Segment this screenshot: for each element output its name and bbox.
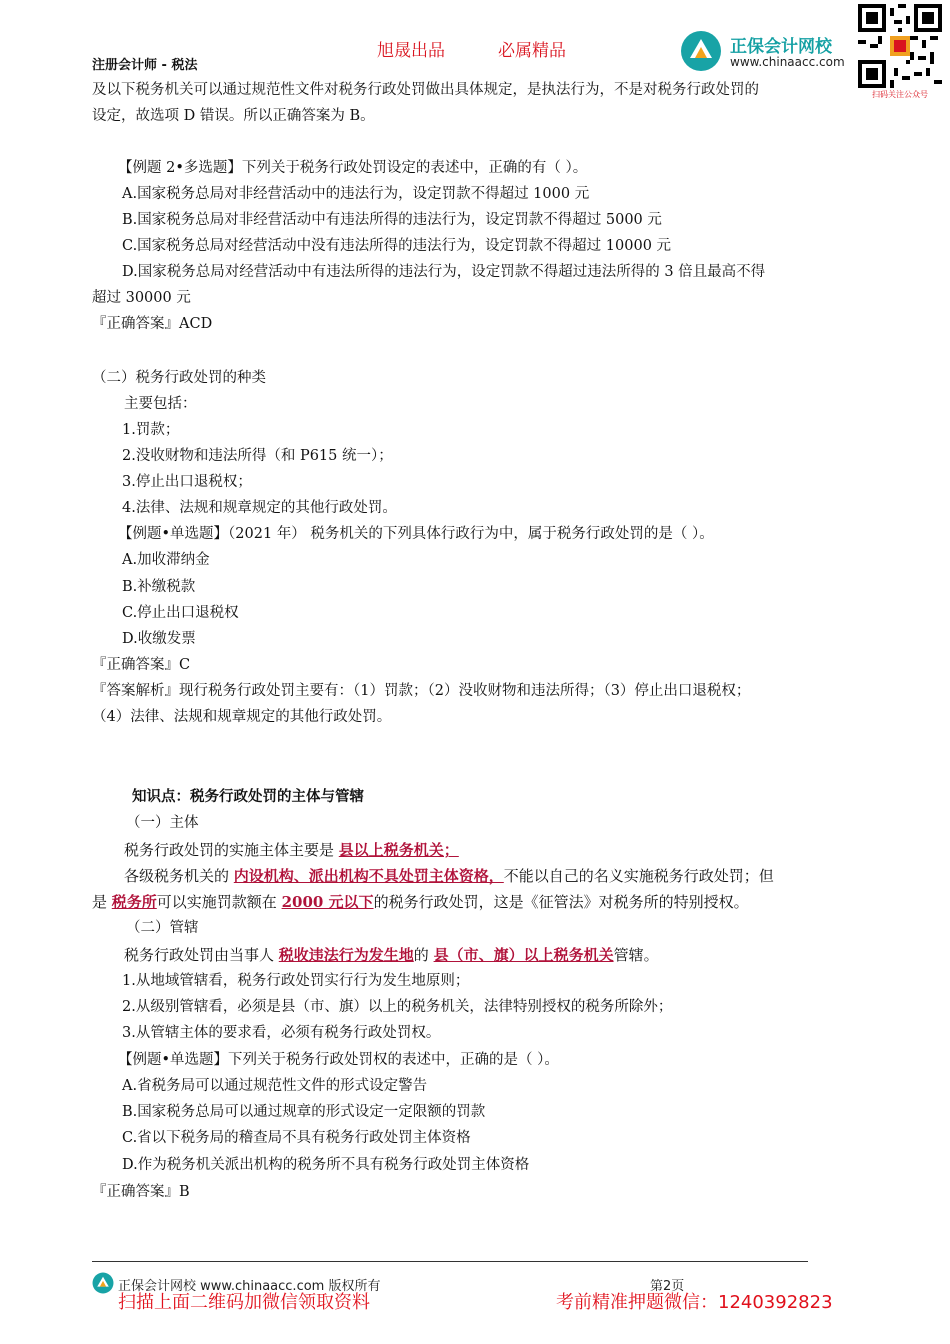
section-title: （二）税务行政处罚的种类 — [92, 370, 266, 386]
option-c: C.停止出口退税权 — [122, 605, 239, 621]
footer-copyright: 正保会计网校 www.chinaacc.com 版权所有 — [118, 1279, 381, 1294]
option-a: A.省税务局可以通过规范性文件的形式设定警告 — [122, 1078, 428, 1094]
option-c: C.省以下税务局的稽查局不具有税务行政处罚主体资格 — [122, 1130, 471, 1146]
option-c: C.国家税务总局对经营活动中没有违法所得的违法行为，设定罚款不得超过 10000 元 — [122, 238, 672, 254]
paragraph — [124, 945, 659, 965]
list-item: 2.从级别管辖看，必须是县（市、旗）以上的税务机关，法律特别授权的税务所除外； — [122, 999, 673, 1015]
qr-caption: 扫码关注公众号 — [872, 90, 928, 99]
highlight-text: 内设机构、派出机构不具处罚主体资格， — [233, 867, 504, 885]
highlight-text: 县以上税务机关； — [338, 841, 459, 859]
footer-divider — [92, 1261, 808, 1262]
brand-url: www.chinaacc.com — [730, 55, 845, 69]
option-b: B.国家税务总局对非经营活动中有违法所得的违法行为，设定罚款不得超过 5000 元 — [122, 212, 662, 228]
qr-code — [858, 4, 942, 99]
paragraph-text: 税务行政处罚的实施主体主要是 — [124, 841, 339, 859]
header-slogan-left: 旭晟出品 — [377, 41, 445, 61]
paragraph — [124, 840, 459, 860]
header-slogan-right: 必属精品 — [498, 41, 566, 61]
brand-name: 正保会计网校 — [730, 37, 832, 57]
list-item: 1.罚款； — [122, 422, 180, 438]
answer-explanation: 『答案解析』现行税务行政处罚主要有：（1）罚款；（2）没收财物和违法所得；（3）停止出口退税权； — [92, 683, 751, 699]
answer-explanation-cont: （4）法律、法规和规章规定的其他行政处罚。 — [92, 709, 392, 725]
example-title: 【例题•单选题】（2021 年） 税务机关的下列具体行政行为中，属于税务行政处罚的是（ ）。 — [118, 526, 714, 542]
option-d: D.国家税务总局对经营活动中有违法所得的违法行为，设定罚款不得超过违法所得的 3 倍且最高不得 — [122, 264, 766, 280]
example-title: 【例题•单选题】下列关于税务行政处罚权的表述中，正确的是（ ）。 — [118, 1052, 559, 1068]
option-a: A.加收滞纳金 — [122, 552, 210, 568]
text-line: 主要包括： — [124, 396, 197, 412]
highlight-text: 县（市、旗）以上税务机关 — [433, 946, 614, 964]
highlight-text: 2000 元以下 — [281, 893, 374, 911]
option-a: A.国家税务总局对非经营活动中的违法行为，设定罚款不得超过 1000 元 — [122, 186, 590, 202]
footer-logo — [92, 1272, 114, 1298]
subsection-title: （一）主体 — [126, 815, 199, 831]
paragraph-text: 是 — [92, 893, 112, 911]
paragraph-text: 的税务行政处罚，这是《征管法》对税务所的特别授权。 — [373, 893, 749, 911]
list-item: 2.没收财物和违法所得（和 P615 统一）； — [122, 448, 393, 464]
brand-emblem-icon — [680, 30, 722, 72]
footer-promo-left: 扫描上面二维码加微信领取资料 — [118, 1292, 370, 1313]
list-item: 3.停止出口退税权； — [122, 474, 252, 490]
knowledge-point-title: 知识点：税务行政处罚的主体与管辖 — [132, 789, 364, 805]
text-line: 及以下税务机关可以通过规范性文件对税务行政处罚做出具体规定，是执法行为，不是对税务行政处罚的 — [92, 82, 759, 98]
list-item: 4.法律、法规和规章规定的其他行政处罚。 — [122, 500, 397, 516]
highlight-text: 税收违法行为发生地 — [278, 946, 414, 964]
paragraph-text: 各级税务机关的 — [124, 867, 234, 885]
correct-answer: 『正确答案』C — [92, 657, 191, 673]
option-d: D.收缴发票 — [122, 631, 196, 647]
text-line: 设定，故选项 D 错误。所以正确答案为 B。 — [92, 108, 375, 124]
brand-emblem-icon — [92, 1272, 114, 1294]
qr-code-icon — [858, 4, 942, 88]
example-title: 【例题 2•多选题】下列关于税务行政处罚设定的表述中，正确的有（ ）。 — [118, 160, 588, 176]
list-item: 1.从地域管辖看，税务行政处罚实行行为发生地原则； — [122, 973, 470, 989]
subsection-title: （二）管辖 — [126, 920, 199, 936]
paragraph-text: 管辖。 — [613, 946, 659, 964]
paragraph-text: 税务行政处罚由当事人 — [124, 946, 279, 964]
option-b: B.补缴税款 — [122, 579, 196, 595]
paragraph-text: 不能以自己的名义实施税务行政处罚；但 — [503, 867, 774, 885]
paragraph — [92, 892, 749, 912]
option-d: D.作为税务机关派出机构的税务所不具有税务行政处罚主体资格 — [122, 1157, 530, 1173]
correct-answer: 『正确答案』B — [92, 1184, 190, 1200]
header-subtitle: 注册会计师 - 税法 — [92, 58, 198, 73]
paragraph-text: 的 — [413, 946, 434, 964]
highlight-text: 税务所 — [111, 893, 157, 911]
option-b: B.国家税务总局可以通过规章的形式设定一定限额的罚款 — [122, 1104, 486, 1120]
brand-logo — [680, 30, 850, 74]
paragraph-text: 可以实施罚款额在 — [156, 893, 282, 911]
option-d-cont: 超过 30000 元 — [92, 290, 191, 306]
footer-page-number: 第2页 — [650, 1279, 685, 1294]
list-item: 3.从管辖主体的要求看，必须有税务行政处罚权。 — [122, 1025, 441, 1041]
footer-promo-right: 考前精准押题微信：1240392823 — [556, 1292, 833, 1313]
correct-answer: 『正确答案』ACD — [92, 316, 213, 332]
paragraph — [124, 866, 774, 886]
